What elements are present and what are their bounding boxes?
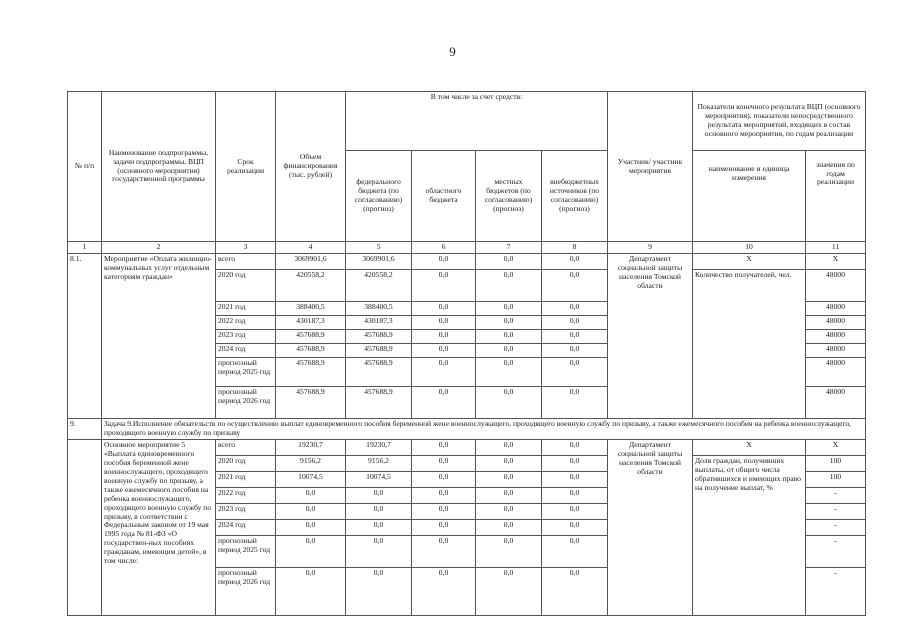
extra-cell: 0,0	[542, 471, 608, 487]
federal-cell: 3069901,6	[346, 254, 412, 270]
local-cell: 0,0	[476, 487, 542, 503]
volume-cell: 3069901,6	[276, 254, 346, 270]
federal-cell: 9156,2	[346, 455, 412, 471]
activity-name: Основное мероприятие 5 «Выплата единовременного пособия беременной жене военнослужащего, проходящего военную службу по призыву, а также ежемесячного пособия на ребенка военнослужащего, проходящего военную службу по призыву, в соответствии с Федеральным законом от 19 мая 1995 года № 81-ФЗ «О государствен-ных пособиях гражданам, имеющим детей», в том числе:	[102, 439, 216, 615]
federal-cell: 0,0	[346, 503, 412, 519]
column-number: 10	[693, 242, 806, 254]
row-number: 8.1.	[68, 254, 102, 419]
federal-cell: 0,0	[346, 567, 412, 615]
regional-cell: 0,0	[412, 487, 476, 503]
indicator-value-cell: -	[806, 567, 866, 615]
regional-cell: 0,0	[412, 387, 476, 419]
header-ind-value: значения по годам реализации	[806, 129, 866, 220]
regional-cell: 0,0	[412, 302, 476, 316]
column-number: 3	[216, 242, 276, 254]
volume-cell: 0,0	[276, 503, 346, 519]
indicator-name-cell: Доля граждан, получивших выплаты, от общего числа обратившихся и имеющих право на получение выплат, %	[693, 455, 806, 615]
indicator-value-cell: 100	[806, 471, 866, 487]
program-table	[67, 91, 866, 616]
local-cell: 0,0	[476, 439, 542, 455]
regional-cell: 0,0	[412, 455, 476, 471]
extra-cell: 0,0	[542, 316, 608, 330]
federal-cell: 457688,9	[346, 358, 412, 387]
federal-cell: 0,0	[346, 519, 412, 535]
extra-cell: 0,0	[542, 387, 608, 419]
regional-cell: 0,0	[412, 471, 476, 487]
indicator-x-cell: Х	[693, 254, 806, 270]
local-cell: 0,0	[476, 316, 542, 330]
indicator-value-cell: 100	[806, 455, 866, 471]
term-cell: 2022 год	[216, 487, 276, 503]
local-cell: 0,0	[476, 254, 542, 270]
extra-cell: 0,0	[542, 302, 608, 316]
indicator-value-cell: 48000	[806, 302, 866, 316]
header-extra: внебюджетных источников (по согласованию) (прогноз)	[542, 151, 608, 242]
column-number: 7	[476, 242, 542, 254]
local-cell: 0,0	[476, 302, 542, 316]
column-number: 4	[276, 242, 346, 254]
volume-cell: 0,0	[276, 535, 346, 567]
term-cell: 2024 год	[216, 344, 276, 358]
column-numbers-row	[68, 242, 866, 254]
extra-cell: 0,0	[542, 535, 608, 567]
indicator-value-cell: 48000	[806, 330, 866, 344]
volume-cell: 457688,9	[276, 344, 346, 358]
indicator-value-cell: -	[806, 519, 866, 535]
term-cell: 2020 год	[216, 455, 276, 471]
extra-cell: 0,0	[542, 358, 608, 387]
column-number: 1	[68, 242, 102, 254]
extra-cell: 0,0	[542, 344, 608, 358]
local-cell: 0,0	[476, 455, 542, 471]
task-text: Задача 9.Исполнение обязательств по осуществлению выплат единовременного пособия беременной жене военнослужащего, проходящего военную службу по призыву, а также ежемесячного пособия на ребенка военнослужащего, проходящего военную службу по призыву	[102, 419, 866, 440]
term-cell: 2023 год	[216, 503, 276, 519]
extra-cell: 0,0	[542, 487, 608, 503]
regional-cell: 0,0	[412, 270, 476, 302]
local-cell: 0,0	[476, 358, 542, 387]
volume-cell: 0,0	[276, 519, 346, 535]
regional-cell: 0,0	[412, 535, 476, 567]
extra-cell: 0,0	[542, 503, 608, 519]
participant-cell: Департамент социальной защиты населения Томской области	[608, 254, 693, 419]
regional-cell: 0,0	[412, 503, 476, 519]
indicator-value-cell: Х	[806, 254, 866, 270]
row-number	[68, 439, 102, 615]
regional-cell: 0,0	[412, 316, 476, 330]
header-including: В том числе за счет средств:	[346, 92, 608, 151]
task-number: 9.	[68, 419, 102, 440]
federal-cell: 457688,9	[346, 330, 412, 344]
activity-name: Мероприятие «Оплата жилищно-коммунальных услуг отдельным категориям граждан»	[102, 254, 216, 419]
regional-cell: 0,0	[412, 358, 476, 387]
header-name: Наименование подпрограммы, задачи подпрограммы, ВЦП (основного мероприятия) государственной программы	[102, 92, 216, 242]
indicator-value-cell: Х	[806, 439, 866, 455]
indicator-value-cell: -	[806, 487, 866, 503]
federal-cell: 19230,7	[346, 439, 412, 455]
extra-cell: 0,0	[542, 439, 608, 455]
term-cell: всего	[216, 254, 276, 270]
volume-cell: 457688,9	[276, 330, 346, 344]
column-number: 6	[412, 242, 476, 254]
task-row	[68, 419, 866, 440]
extra-cell: 0,0	[542, 455, 608, 471]
page-number: 9	[449, 44, 456, 59]
local-cell: 0,0	[476, 270, 542, 302]
term-cell: прогнозный период 2026 год	[216, 387, 276, 419]
volume-cell: 19230,7	[276, 439, 346, 455]
federal-cell: 10074,5	[346, 471, 412, 487]
local-cell: 0,0	[476, 567, 542, 615]
indicator-value-cell: -	[806, 503, 866, 519]
column-number: 11	[806, 242, 866, 254]
indicator-value-cell: -	[806, 535, 866, 567]
term-cell: всего	[216, 439, 276, 455]
regional-cell: 0,0	[412, 519, 476, 535]
regional-cell: 0,0	[412, 567, 476, 615]
local-cell: 0,0	[476, 471, 542, 487]
extra-cell: 0,0	[542, 567, 608, 615]
regional-cell: 0,0	[412, 330, 476, 344]
indicator-value-cell: 48000	[806, 358, 866, 387]
term-cell: 2023 год	[216, 330, 276, 344]
federal-cell: 0,0	[346, 535, 412, 567]
indicator-name-cell: Количество получателей, чел.	[693, 270, 806, 419]
volume-cell: 0,0	[276, 567, 346, 615]
header-participant: Участник/ участник мероприятия	[608, 92, 693, 242]
table-row	[68, 254, 866, 270]
volume-cell: 457688,9	[276, 387, 346, 419]
header-volume: Объем финансирования (тыс. рублей)	[276, 92, 346, 242]
extra-cell: 0,0	[542, 330, 608, 344]
volume-cell: 388400,5	[276, 302, 346, 316]
local-cell: 0,0	[476, 387, 542, 419]
term-cell: 2021 год	[216, 302, 276, 316]
header-ind-name: наименование и единица измерения	[693, 129, 806, 220]
header-indicators: Показатели конечного результата ВЦП (основного мероприятия), показатели непосредственного результата мероприятий, входящих в состав основного мероприятия, по годам реализации	[693, 92, 866, 151]
indicator-x-cell: Х	[693, 439, 806, 455]
column-number: 8	[542, 242, 608, 254]
term-cell: 2020 год	[216, 270, 276, 302]
local-cell: 0,0	[476, 330, 542, 344]
header-term: Срок реализации	[216, 92, 276, 242]
term-cell: 2022 год	[216, 316, 276, 330]
regional-cell: 0,0	[412, 344, 476, 358]
federal-cell: 430187,3	[346, 316, 412, 330]
volume-cell: 420558,2	[276, 270, 346, 302]
header-regional: областного бюджета	[412, 151, 476, 242]
term-cell: прогнозный период 2025 год	[216, 358, 276, 387]
indicator-value-cell: 48000	[806, 387, 866, 419]
term-cell: 2021 год	[216, 471, 276, 487]
regional-cell: 0,0	[412, 254, 476, 270]
header-num: № п/п	[68, 92, 102, 242]
federal-cell: 388400,5	[346, 302, 412, 316]
extra-cell: 0,0	[542, 254, 608, 270]
column-number: 2	[102, 242, 216, 254]
extra-cell: 0,0	[542, 519, 608, 535]
local-cell: 0,0	[476, 344, 542, 358]
federal-cell: 457688,9	[346, 344, 412, 358]
term-cell: прогнозный период 2026 год	[216, 567, 276, 615]
regional-cell: 0,0	[412, 439, 476, 455]
participant-cell: Департамент социальной защиты населения Томской области	[608, 439, 693, 615]
volume-cell: 0,0	[276, 487, 346, 503]
indicator-value-cell: 48000	[806, 316, 866, 330]
volume-cell: 10074,5	[276, 471, 346, 487]
indicator-value-cell: 48000	[806, 344, 866, 358]
indicator-value-cell: 48000	[806, 270, 866, 302]
table-row	[68, 439, 866, 455]
header-local: местных бюджетов (по согласованию) (прогноз)	[476, 151, 542, 242]
local-cell: 0,0	[476, 519, 542, 535]
local-cell: 0,0	[476, 503, 542, 519]
federal-cell: 457688,9	[346, 387, 412, 419]
extra-cell: 0,0	[542, 270, 608, 302]
volume-cell: 457688,9	[276, 358, 346, 387]
term-cell: прогнозный период 2025 год	[216, 535, 276, 567]
volume-cell: 9156,2	[276, 455, 346, 471]
header-federal: федерального бюджета (по согласованию) (прогноз)	[346, 151, 412, 242]
column-number: 5	[346, 242, 412, 254]
volume-cell: 430187,3	[276, 316, 346, 330]
local-cell: 0,0	[476, 535, 542, 567]
federal-cell: 0,0	[346, 487, 412, 503]
federal-cell: 420558,2	[346, 270, 412, 302]
term-cell: 2024 год	[216, 519, 276, 535]
column-number: 9	[608, 242, 693, 254]
